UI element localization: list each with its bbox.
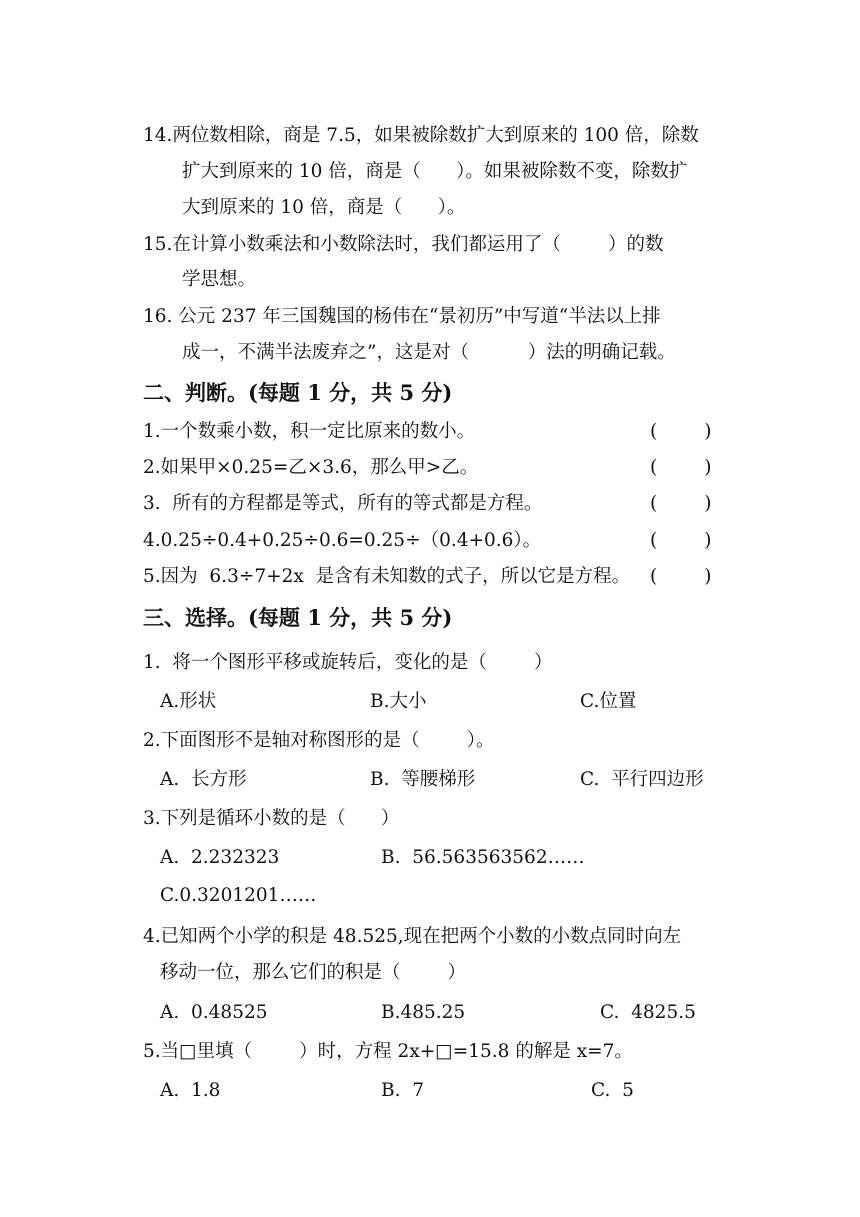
- choice-4-option-b[interactable]: B.485.25: [381, 1002, 466, 1023]
- choice-4-option-a[interactable]: A. 0.48525: [160, 1002, 268, 1023]
- choice-5-option-c[interactable]: C. 5: [591, 1080, 634, 1101]
- choice-2-option-c[interactable]: C. 平行四边形: [580, 769, 704, 790]
- choice-4-option-c[interactable]: C. 4825.5: [600, 1002, 696, 1023]
- section-3-heading: 三、选择。(每题 1 分，共 5 分): [143, 605, 453, 630]
- choice-5-option-a[interactable]: A. 1.8: [160, 1080, 221, 1101]
- judge-item-2: 2.如果甲×0.25=乙×3.6，那么甲>乙。: [143, 457, 479, 478]
- judge-answer-5[interactable]: ( ): [650, 566, 712, 587]
- question-14-line-1: 14.两位数相除，商是 7.5，如果被除数扩大到原来的 100 倍，除数: [143, 125, 699, 146]
- choice-1-option-c[interactable]: C.位置: [580, 691, 637, 712]
- judge-answer-1[interactable]: ( ): [650, 421, 712, 442]
- question-14-line-2: 扩大到原来的 10 倍，商是（ ）。如果被除数不变，除数扩: [182, 161, 688, 182]
- judge-answer-4[interactable]: ( ): [650, 530, 712, 551]
- choice-question-4-line-1: 4.已知两个小学的积是 48.525,现在把两个小数的小数点同时向左: [143, 926, 682, 947]
- choice-question-1: 1. 将一个图形平移或旋转后，变化的是（ ）: [143, 652, 553, 673]
- choice-3-option-a[interactable]: A. 2.232323: [160, 847, 280, 868]
- choice-1-option-b[interactable]: B.大小: [370, 691, 427, 712]
- question-15-line-2: 学思想。: [182, 269, 257, 290]
- choice-question-4-line-2: 移动一位，那么它们的积是（ ）: [160, 962, 467, 983]
- choice-question-5: 5.当□里填（ ）时，方程 2x+□=15.8 的解是 x=7。: [143, 1041, 633, 1062]
- choice-2-option-b[interactable]: B. 等腰梯形: [370, 769, 476, 790]
- question-14-line-3: 大到原来的 10 倍，商是（ ）。: [182, 197, 466, 218]
- judge-item-1: 1.一个数乘小数，积一定比原来的数小。: [143, 421, 476, 442]
- choice-2-option-a[interactable]: A. 长方形: [160, 769, 247, 790]
- judge-item-4: 4.0.25÷0.4+0.25÷0.6=0.25÷（0.4+0.6）。: [143, 530, 542, 551]
- choice-question-2: 2.下面图形不是轴对称图形的是（ ）。: [143, 730, 495, 751]
- question-15-line-1: 15.在计算小数乘法和小数除法时，我们都运用了（ ）的数: [143, 234, 664, 255]
- judge-answer-2[interactable]: ( ): [650, 457, 712, 478]
- question-16-line-2: 成一，不满半法废弃之”，这是对（ ）法的明确记载。: [182, 342, 676, 363]
- choice-question-3: 3.下列是循环小数的是（ ）: [143, 808, 400, 829]
- choice-3-option-b[interactable]: B. 56.563563562……: [381, 847, 585, 868]
- choice-1-option-a[interactable]: A.形状: [160, 691, 217, 712]
- judge-item-3: 3. 所有的方程都是等式，所有的等式都是方程。: [143, 493, 543, 514]
- choice-5-option-b[interactable]: B. 7: [381, 1080, 425, 1101]
- choice-3-option-c[interactable]: C.0.3201201……: [160, 885, 317, 906]
- section-2-heading: 二、判断。(每题 1 分，共 5 分): [143, 380, 453, 405]
- judge-answer-3[interactable]: ( ): [650, 493, 712, 514]
- question-16-line-1: 16. 公元 237 年三国魏国的杨伟在“景初历”中写道“半法以上排: [143, 306, 661, 327]
- judge-item-5: 5.因为 6.3÷7+2x 是含有未知数的式子，所以它是方程。: [143, 566, 631, 587]
